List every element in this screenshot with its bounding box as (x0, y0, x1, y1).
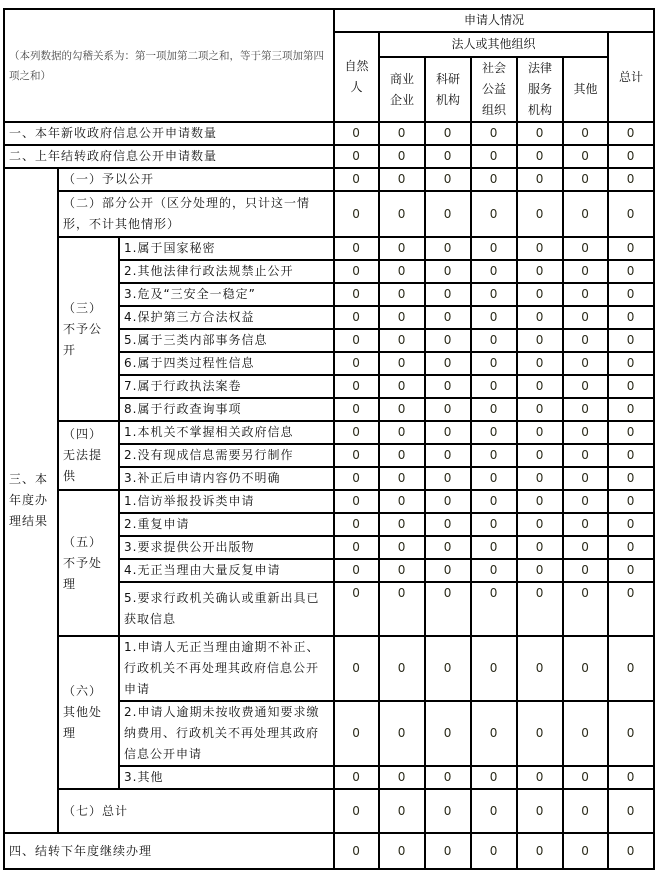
value-cell: 0 (608, 701, 654, 766)
value-cell: 0 (334, 398, 379, 421)
value-cell: 0 (334, 559, 379, 582)
value-cell: 0 (608, 352, 654, 375)
row-label: 5.属于三类内部事务信息 (119, 329, 334, 352)
value-cell: 0 (608, 375, 654, 398)
row-label: 3.补正后申请内容仍不明确 (119, 467, 334, 490)
value-cell: 0 (608, 306, 654, 329)
total-header: 总计 (608, 32, 654, 122)
value-cell: 0 (563, 168, 608, 191)
value-cell: 0 (563, 536, 608, 559)
value-cell: 0 (334, 701, 379, 766)
row-label: 6.属于四类过程性信息 (119, 352, 334, 375)
value-cell: 0 (608, 191, 654, 237)
row-label: 8.属于行政查询事项 (119, 398, 334, 421)
value-cell: 0 (608, 444, 654, 467)
value-cell: 0 (563, 766, 608, 789)
value-cell: 0 (334, 421, 379, 444)
value-cell: 0 (563, 237, 608, 260)
row-label: 4.无正当理由大量反复申请 (119, 559, 334, 582)
value-cell: 0 (608, 122, 654, 145)
value-cell: 0 (563, 375, 608, 398)
value-cell: 0 (425, 329, 471, 352)
value-cell: 0 (563, 306, 608, 329)
value-cell: 0 (471, 145, 517, 168)
value-cell: 0 (517, 789, 563, 833)
value-cell: 0 (425, 513, 471, 536)
value-cell: 0 (425, 789, 471, 833)
table-note: （本列数据的勾稽关系为：第一项加第二项之和，等于第三项加第四项之和） (4, 9, 334, 122)
row-label: （二）部分公开（区分处理的，只计这一情形，不计其他情形） (58, 191, 334, 237)
value-cell: 0 (608, 145, 654, 168)
value-cell: 0 (379, 833, 425, 869)
value-cell: 0 (608, 490, 654, 513)
value-cell: 0 (608, 329, 654, 352)
value-cell: 0 (517, 329, 563, 352)
row-label: 2.没有现成信息需要另行制作 (119, 444, 334, 467)
value-cell: 0 (471, 444, 517, 467)
value-cell: 0 (563, 145, 608, 168)
value-cell: 0 (608, 833, 654, 869)
value-cell: 0 (517, 559, 563, 582)
row-label: 5.要求行政机关确认或重新出具已获取信息 (119, 582, 334, 636)
value-cell: 0 (379, 122, 425, 145)
value-cell: 0 (334, 237, 379, 260)
value-cell: 0 (471, 582, 517, 636)
row-label: 1.本机关不掌握相关政府信息 (119, 421, 334, 444)
value-cell: 0 (471, 306, 517, 329)
value-cell: 0 (379, 260, 425, 283)
value-cell: 0 (379, 145, 425, 168)
table-row (4, 636, 654, 701)
applicant-header: 申请人情况 (334, 9, 654, 32)
value-cell: 0 (471, 559, 517, 582)
org-header-research: 科研机构 (425, 57, 471, 122)
row-label: 1.属于国家秘密 (119, 237, 334, 260)
org-header-public-welfare: 社会公益组织 (471, 57, 517, 122)
value-cell: 0 (334, 283, 379, 306)
row-label: （五）不予处理 (58, 490, 119, 636)
value-cell: 0 (379, 329, 425, 352)
value-cell: 0 (471, 789, 517, 833)
value-cell: 0 (425, 490, 471, 513)
row-label: 4.保护第三方合法权益 (119, 306, 334, 329)
row-label: 2.其他法律行政法规禁止公开 (119, 260, 334, 283)
legal-entity-header: 法人或其他组织 (379, 32, 608, 57)
value-cell: 0 (425, 191, 471, 237)
value-cell: 0 (334, 145, 379, 168)
value-cell: 0 (563, 421, 608, 444)
value-cell: 0 (425, 636, 471, 701)
value-cell: 0 (334, 375, 379, 398)
value-cell: 0 (608, 789, 654, 833)
value-cell: 0 (517, 421, 563, 444)
value-cell: 0 (425, 352, 471, 375)
value-cell: 0 (471, 191, 517, 237)
value-cell: 0 (608, 636, 654, 701)
value-cell: 0 (517, 582, 563, 636)
table-row (4, 122, 654, 145)
value-cell: 0 (425, 306, 471, 329)
value-cell: 0 (334, 444, 379, 467)
value-cell: 0 (334, 833, 379, 869)
row-label: 3.危及“三安全一稳定” (119, 283, 334, 306)
value-cell: 0 (517, 833, 563, 869)
row-label: 三、本年度办理结果 (4, 168, 58, 833)
value-cell: 0 (379, 467, 425, 490)
value-cell: 0 (425, 766, 471, 789)
value-cell: 0 (608, 260, 654, 283)
value-cell: 0 (471, 260, 517, 283)
value-cell: 0 (334, 191, 379, 237)
value-cell: 0 (425, 833, 471, 869)
gov-info-disclosure-table (3, 8, 655, 870)
value-cell: 0 (425, 375, 471, 398)
value-cell: 0 (608, 168, 654, 191)
value-cell: 0 (334, 122, 379, 145)
value-cell: 0 (334, 582, 379, 636)
value-cell: 0 (334, 536, 379, 559)
table-row (4, 421, 654, 444)
value-cell: 0 (517, 490, 563, 513)
value-cell: 0 (425, 536, 471, 559)
value-cell: 0 (379, 490, 425, 513)
row-label: 1.信访举报投诉类申请 (119, 490, 334, 513)
table-row (4, 191, 654, 237)
value-cell: 0 (563, 467, 608, 490)
row-label: （一）予以公开 (58, 168, 334, 191)
value-cell: 0 (517, 352, 563, 375)
row-label: 1.申请人无正当理由逾期不补正、行政机关不再处理其政府信息公开申请 (119, 636, 334, 701)
value-cell: 0 (471, 375, 517, 398)
value-cell: 0 (425, 582, 471, 636)
value-cell: 0 (379, 513, 425, 536)
value-cell: 0 (471, 490, 517, 513)
value-cell: 0 (334, 352, 379, 375)
value-cell: 0 (334, 329, 379, 352)
value-cell: 0 (425, 122, 471, 145)
value-cell: 0 (608, 467, 654, 490)
value-cell: 0 (379, 306, 425, 329)
value-cell: 0 (517, 766, 563, 789)
value-cell: 0 (379, 701, 425, 766)
value-cell: 0 (334, 789, 379, 833)
value-cell: 0 (517, 306, 563, 329)
value-cell: 0 (608, 513, 654, 536)
value-cell: 0 (425, 168, 471, 191)
value-cell: 0 (471, 398, 517, 421)
value-cell: 0 (379, 283, 425, 306)
value-cell: 0 (471, 766, 517, 789)
value-cell: 0 (563, 398, 608, 421)
table-body (4, 122, 654, 869)
value-cell: 0 (563, 833, 608, 869)
value-cell: 0 (563, 490, 608, 513)
value-cell: 0 (471, 237, 517, 260)
value-cell: 0 (517, 260, 563, 283)
value-cell: 0 (425, 260, 471, 283)
value-cell: 0 (471, 283, 517, 306)
org-header-business: 商业企业 (379, 57, 425, 122)
value-cell: 0 (379, 444, 425, 467)
natural-person-header: 自然人 (334, 32, 379, 122)
value-cell: 0 (425, 237, 471, 260)
value-cell: 0 (379, 375, 425, 398)
value-cell: 0 (517, 536, 563, 559)
value-cell: 0 (379, 398, 425, 421)
value-cell: 0 (517, 398, 563, 421)
value-cell: 0 (425, 444, 471, 467)
value-cell: 0 (608, 398, 654, 421)
value-cell: 0 (425, 283, 471, 306)
value-cell: 0 (471, 513, 517, 536)
table-row (4, 490, 654, 513)
value-cell: 0 (563, 789, 608, 833)
value-cell: 0 (471, 536, 517, 559)
value-cell: 0 (608, 283, 654, 306)
value-cell: 0 (334, 168, 379, 191)
value-cell: 0 (563, 559, 608, 582)
value-cell: 0 (471, 636, 517, 701)
value-cell: 0 (563, 582, 608, 636)
value-cell: 0 (334, 636, 379, 701)
value-cell: 0 (517, 444, 563, 467)
value-cell: 0 (517, 237, 563, 260)
value-cell: 0 (563, 329, 608, 352)
value-cell: 0 (379, 168, 425, 191)
value-cell: 0 (379, 191, 425, 237)
table-row (4, 168, 654, 191)
value-cell: 0 (563, 636, 608, 701)
value-cell: 0 (608, 237, 654, 260)
value-cell: 0 (379, 559, 425, 582)
value-cell: 0 (425, 145, 471, 168)
table-row (4, 789, 654, 833)
row-label: 二、上年结转政府信息公开申请数量 (4, 145, 334, 168)
value-cell: 0 (563, 444, 608, 467)
value-cell: 0 (379, 789, 425, 833)
value-cell: 0 (379, 536, 425, 559)
value-cell: 0 (471, 421, 517, 444)
value-cell: 0 (517, 375, 563, 398)
row-label: （四）无法提供 (58, 421, 119, 490)
value-cell: 0 (471, 122, 517, 145)
table-row (4, 145, 654, 168)
value-cell: 0 (563, 513, 608, 536)
value-cell: 0 (425, 467, 471, 490)
value-cell: 0 (471, 701, 517, 766)
table-row (4, 833, 654, 869)
value-cell: 0 (517, 168, 563, 191)
value-cell: 0 (563, 191, 608, 237)
value-cell: 0 (517, 122, 563, 145)
value-cell: 0 (563, 260, 608, 283)
value-cell: 0 (471, 352, 517, 375)
value-cell: 0 (608, 582, 654, 636)
value-cell: 0 (425, 398, 471, 421)
value-cell: 0 (608, 766, 654, 789)
value-cell: 0 (425, 421, 471, 444)
value-cell: 0 (517, 283, 563, 306)
value-cell: 0 (608, 421, 654, 444)
value-cell: 0 (334, 513, 379, 536)
row-label: 2.申请人逾期未按收费通知要求缴纳费用、行政机关不再处理其政府信息公开申请 (119, 701, 334, 766)
row-label: 2.重复申请 (119, 513, 334, 536)
value-cell: 0 (608, 536, 654, 559)
value-cell: 0 (379, 636, 425, 701)
value-cell: 0 (334, 306, 379, 329)
org-header-legal-service: 法律服务机构 (517, 57, 563, 122)
value-cell: 0 (379, 421, 425, 444)
value-cell: 0 (334, 467, 379, 490)
row-label: 3.要求提供公开出版物 (119, 536, 334, 559)
value-cell: 0 (563, 283, 608, 306)
value-cell: 0 (379, 352, 425, 375)
value-cell: 0 (471, 329, 517, 352)
value-cell: 0 (563, 352, 608, 375)
row-label: 一、本年新收政府信息公开申请数量 (4, 122, 334, 145)
value-cell: 0 (334, 260, 379, 283)
value-cell: 0 (517, 467, 563, 490)
value-cell: 0 (517, 701, 563, 766)
value-cell: 0 (379, 237, 425, 260)
org-header-other: 其他 (563, 57, 608, 122)
row-label: （三）不予公开 (58, 237, 119, 421)
row-label: 3.其他 (119, 766, 334, 789)
value-cell: 0 (471, 168, 517, 191)
value-cell: 0 (517, 513, 563, 536)
value-cell: 0 (471, 833, 517, 869)
row-label: 7.属于行政执法案卷 (119, 375, 334, 398)
row-label: （六）其他处理 (58, 636, 119, 789)
row-label: 四、结转下年度继续办理 (4, 833, 334, 869)
value-cell: 0 (517, 636, 563, 701)
value-cell: 0 (563, 122, 608, 145)
value-cell: 0 (334, 490, 379, 513)
value-cell: 0 (379, 766, 425, 789)
table-row (4, 237, 654, 260)
value-cell: 0 (334, 766, 379, 789)
value-cell: 0 (608, 559, 654, 582)
value-cell: 0 (563, 701, 608, 766)
value-cell: 0 (425, 559, 471, 582)
value-cell: 0 (379, 582, 425, 636)
value-cell: 0 (517, 145, 563, 168)
row-label: （七）总计 (58, 789, 334, 833)
value-cell: 0 (425, 701, 471, 766)
value-cell: 0 (517, 191, 563, 237)
value-cell: 0 (471, 467, 517, 490)
